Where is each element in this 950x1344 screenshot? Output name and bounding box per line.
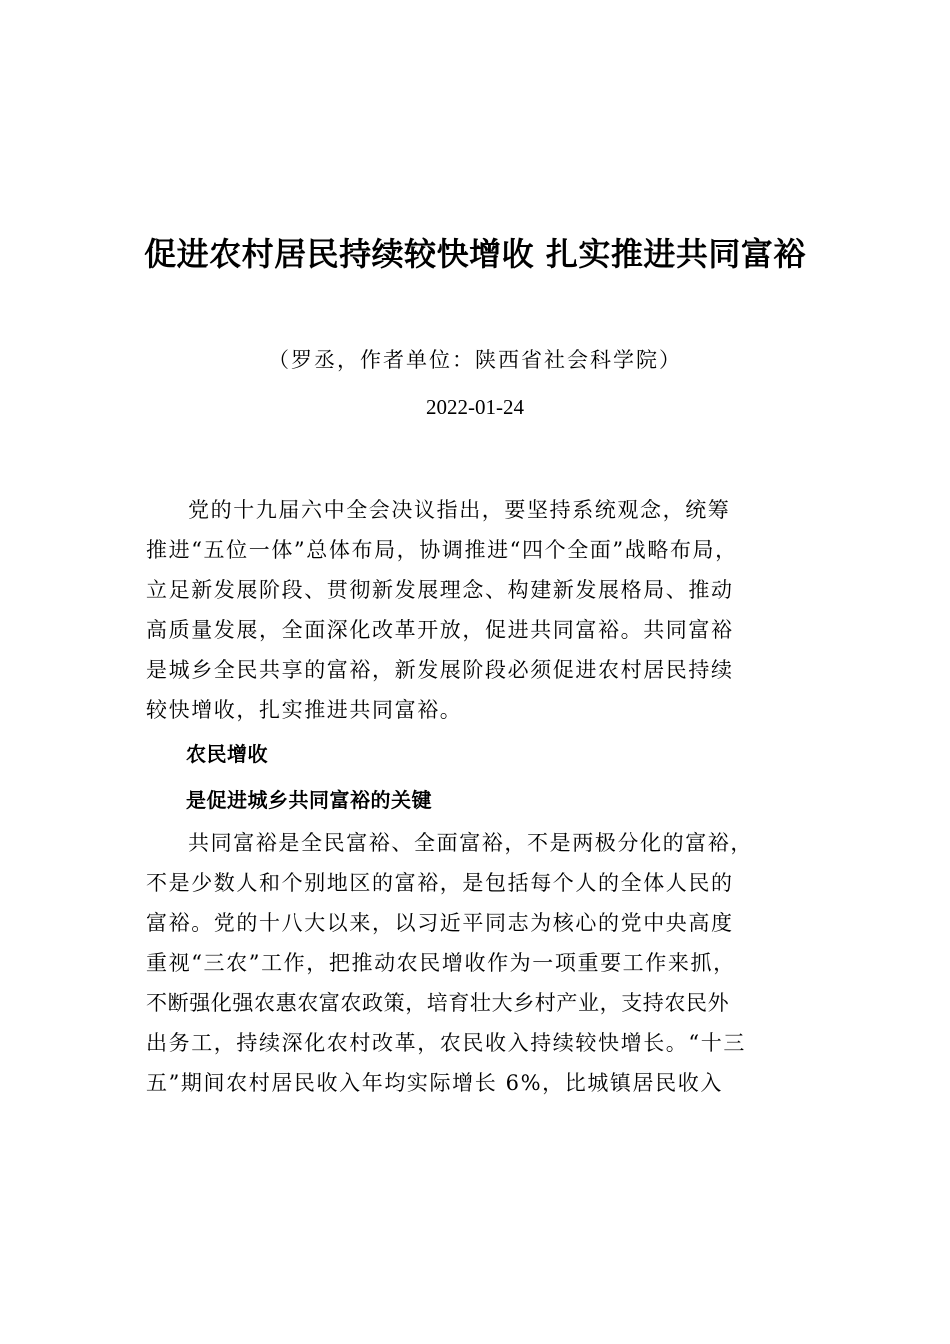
paragraph-line: 推进“五位一体”总体布局，协调推进“四个全面”战略布局， [146,538,738,562]
publish-date: 2022-01-24 [426,395,524,419]
section-subheading: 是促进城乡共同富裕的关键 [186,788,432,812]
article-body [146,490,810,1103]
section-paragraph [146,823,810,1103]
paragraph-line: 重视“三农”工作，把推动农民增收作为一项重要工作来抓， [146,951,736,975]
paragraph-line: 立足新发展阶段、贯彻新发展理念、构建新发展格局、推动 [146,578,734,602]
section-heading: 农民增收 [186,742,268,766]
paragraph-line: 不断强化强农惠农富农政策，培育壮大乡村产业，支持农民外 [146,991,730,1015]
paragraph-line: 党的十九届六中全会决议指出，要坚持系统观念，统筹 [188,498,731,522]
article-title: 促进农村居民持续较快增收 扎实推进共同富裕 [144,235,806,273]
paragraph-line: 出务工，持续深化农村改革，农民收入持续较快增长。“十三 [146,1031,746,1055]
paragraph-line: 是城乡全民共享的富裕，新发展阶段必须促进农村居民持续 [146,658,734,682]
paragraph-line: 共同富裕是全民富裕、全面富裕，不是两极分化的富裕， [188,831,753,855]
paragraph-line: 富裕。党的十八大以来，以习近平同志为核心的党中央高度 [146,911,734,935]
author-byline: （罗丞，作者单位：陕西省社会科学院） [268,348,682,372]
paragraph-line: 五”期间农村居民收入年均实际增长 6%，比城镇居民收入 [146,1071,723,1095]
paragraph-line: 高质量发展，全面深化改革开放，促进共同富裕。共同富裕 [146,618,734,642]
paragraph-line: 较快增收，扎实推进共同富裕。 [146,698,463,722]
intro-paragraph [146,490,810,730]
paragraph-line: 不是少数人和个别地区的富裕，是包括每个人的全体人民的 [146,871,734,895]
